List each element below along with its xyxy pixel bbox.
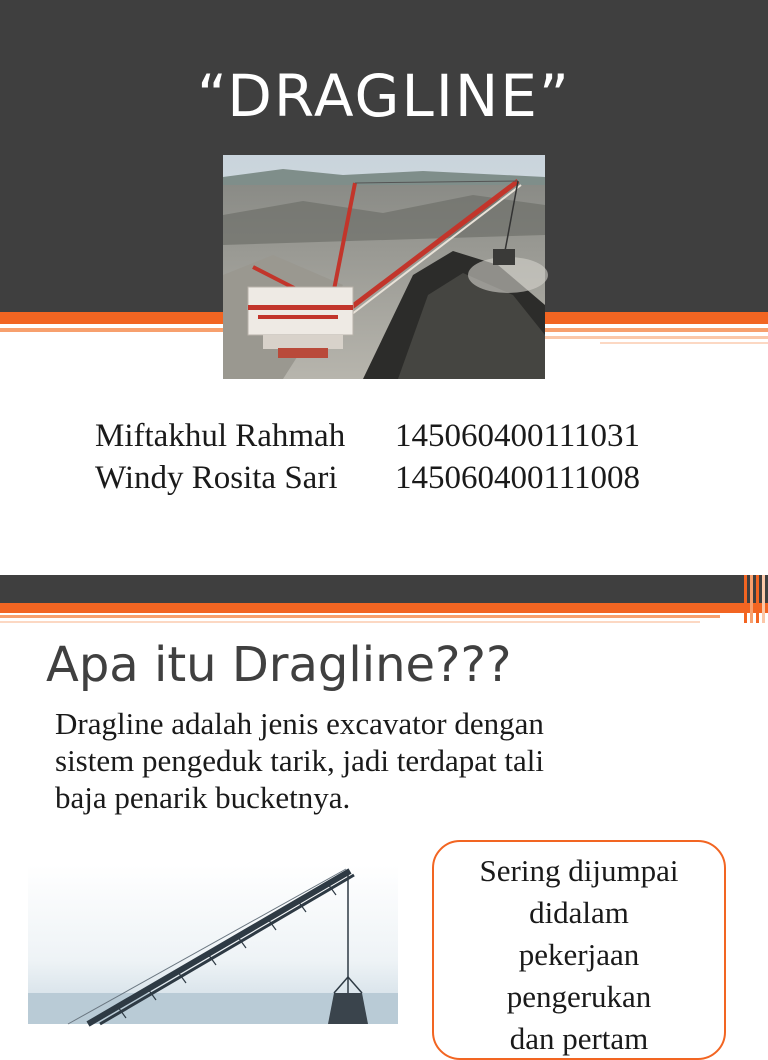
content-slide (0, 575, 768, 1056)
description (55, 705, 695, 816)
callout-line: pengerukan (506, 979, 652, 1014)
callout-line: Sering dijumpai (479, 853, 679, 888)
author-row (95, 457, 640, 499)
callout-line: pekerjaan (518, 937, 640, 972)
accent-stripe-faint (600, 342, 768, 344)
author-row (95, 415, 640, 457)
description-line: baja penarik bucketnya. (55, 780, 351, 815)
accent-stripe (0, 603, 768, 613)
callout-line: dan pertam (509, 1021, 649, 1056)
header-band (0, 575, 768, 603)
slide-heading: Apa itu Dragline??? (46, 637, 512, 693)
author-id: 145060400111008 (395, 460, 641, 496)
callout-box (432, 840, 726, 1060)
callout-line: didalam (529, 895, 629, 930)
description-line: Dragline adalah jenis excavator dengan (55, 706, 544, 741)
author-id: 145060400111031 (395, 418, 641, 454)
author-name: Windy Rosita Sari (95, 460, 338, 496)
accent-stripe-faint (0, 621, 700, 623)
slide-title: “DRAGLINE” (197, 62, 571, 130)
accent-stripe-thin (0, 615, 720, 618)
author-list (95, 415, 640, 499)
corner-decoration (742, 575, 768, 623)
dragline-photo (223, 155, 545, 379)
dragline-crane-photo (28, 865, 398, 1024)
description-line: sistem pengeduk tarik, jadi terdapat tali (55, 743, 544, 778)
accent-stripe-light (520, 336, 768, 339)
author-name: Miftakhul Rahmah (95, 418, 346, 454)
